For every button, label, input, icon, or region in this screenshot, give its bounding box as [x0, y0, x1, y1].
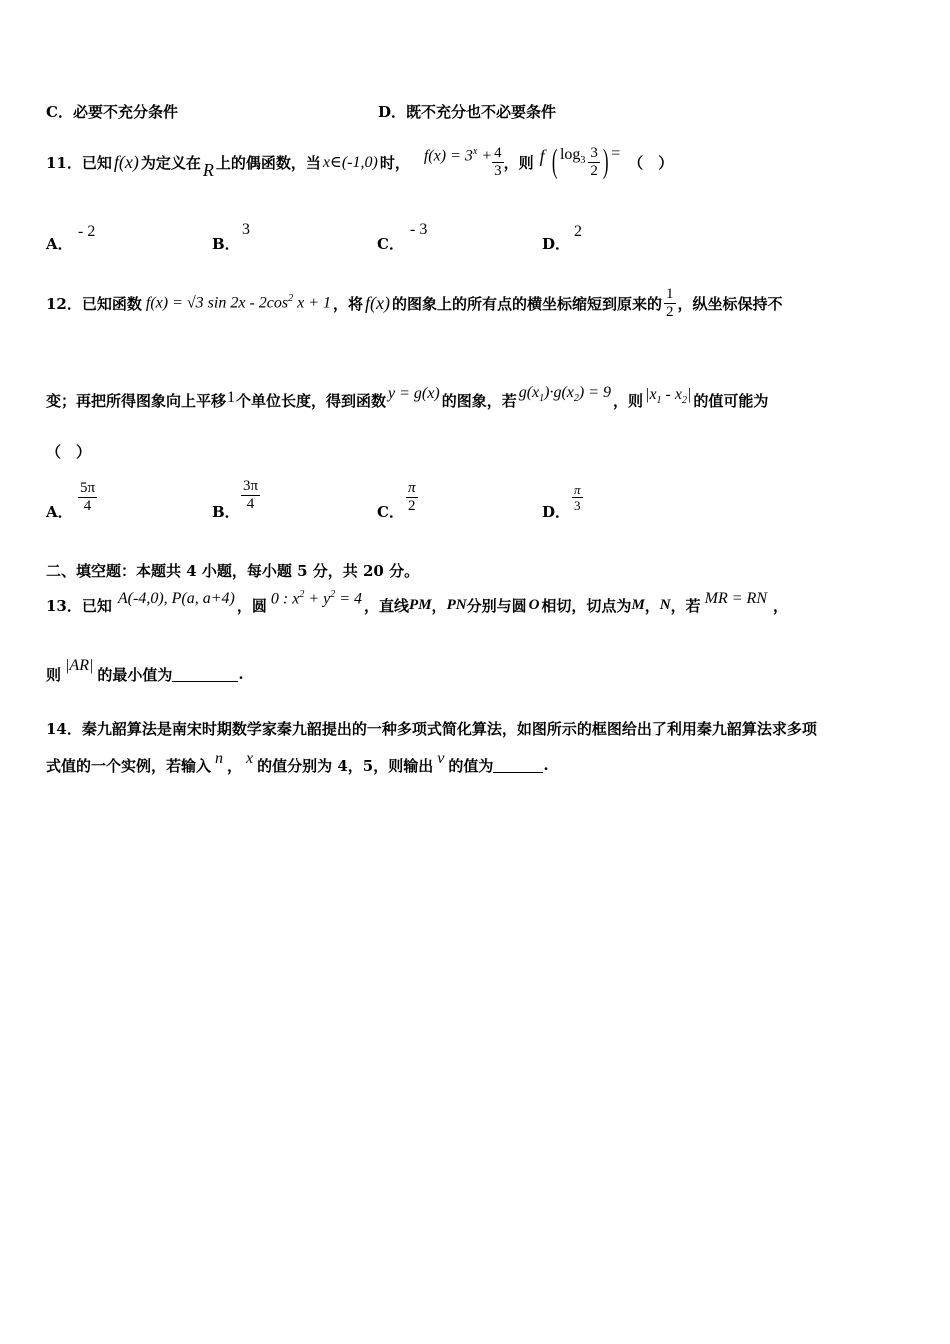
q11-ask-fraction	[588, 145, 600, 180]
q13-end: .	[238, 665, 244, 683]
q13-N: N	[659, 596, 671, 613]
q12-option-d-num: π	[574, 482, 581, 497]
q12-option-a-label: A．	[46, 503, 73, 521]
q12-fx: f(x)	[365, 292, 391, 313]
q11-text-5: ，则	[503, 153, 534, 172]
q11-option-c-value: - 3	[410, 221, 428, 238]
q12-option-d-label: D．	[542, 503, 571, 521]
q12-option-c-fraction	[406, 480, 418, 515]
q12-fdef-tail: x + 1	[293, 294, 332, 312]
q11-text-1: 已知	[81, 153, 112, 172]
q12-prod-b: )·g(x	[544, 383, 574, 401]
q13-text-5: 分别与圆	[466, 596, 527, 615]
q12-option-c-den: 2	[408, 498, 416, 514]
q14-x: x	[246, 750, 254, 767]
q11-def-lhs: f(x) = 3	[423, 147, 473, 165]
q11-def-plus: +	[481, 147, 493, 165]
q11-fx: f(x)	[113, 151, 139, 172]
q12-option-a-num: 5π	[80, 480, 96, 496]
q12-option-a-fraction	[78, 480, 97, 515]
q12-option-a-den: 4	[83, 498, 92, 514]
q13-O: O	[528, 596, 540, 613]
q12-abs	[645, 386, 691, 406]
q14-text-5: 的值为	[448, 756, 494, 775]
q12-option-b-fraction	[241, 478, 260, 513]
q14-n: n	[215, 750, 224, 767]
q12-product	[519, 384, 611, 404]
q12-abs-end: |	[686, 385, 692, 403]
question-12-line-1	[46, 280, 783, 326]
q12-option-d-den: 3	[574, 498, 581, 513]
q13-PM: PM	[409, 596, 432, 613]
q12-gy: y = g(x)	[388, 385, 440, 402]
question-12-line-2	[46, 380, 768, 420]
question-14-line-1	[46, 718, 817, 739]
q13-M: M	[631, 596, 645, 613]
q12-answer-paren: （ ）	[46, 443, 92, 461]
q13-text-1: 已知	[81, 596, 112, 615]
q14-number: 14．	[46, 720, 82, 738]
q13-text-7: ，	[644, 596, 660, 615]
q12-number: 12．	[46, 294, 82, 313]
q11-option-d-label: D．	[542, 235, 571, 253]
q13-text-4: ，	[431, 596, 447, 615]
q13-circle-sq1: 2	[299, 589, 305, 601]
q12-half-numerator: 1	[666, 285, 674, 302]
q11-log-text: log	[559, 145, 581, 163]
q13-circle-b: + y	[304, 590, 331, 608]
q13-text-9: ，	[773, 596, 789, 615]
q14-v: v	[437, 750, 445, 767]
q12-option-b-den: 4	[246, 496, 255, 512]
q12-option-c-num: π	[408, 480, 416, 496]
q11-ask-f: f	[539, 145, 545, 166]
q12-one: 1	[227, 389, 236, 406]
q12-text-5: 变；再把所得图象向上平移	[46, 391, 227, 410]
q11-R: R	[202, 159, 214, 180]
q12-fdef: f(x) = √3 sin 2x - 2cos	[145, 294, 289, 312]
q13-text-2: ，圆	[236, 596, 267, 615]
q12-prod-sub2: 2	[573, 393, 579, 405]
q11-def-fraction	[492, 145, 504, 180]
q13-circle-c: = 4	[335, 590, 363, 608]
q11-def-exponent: x	[472, 146, 478, 158]
q12-option-d-fraction	[572, 482, 583, 513]
q11-ask-denominator: 2	[590, 162, 598, 179]
q14-text-3: ，	[227, 756, 243, 775]
q13-circle	[271, 589, 362, 608]
section-2-heading: 二、填空题：本题共 4 小题，每小题 5 分，共 20 分。	[46, 562, 420, 580]
q11-log	[560, 146, 585, 166]
q11-option-a-label: A．	[46, 235, 73, 253]
q14-answer-blank[interactable]	[493, 758, 543, 773]
q10-option-d: D．既不充分也不必要条件	[378, 103, 557, 121]
q11-text-3: 上的偶函数，当	[215, 153, 321, 172]
q11-option-d-value: 2	[574, 223, 582, 240]
question-14-line-2	[46, 750, 549, 780]
q12-abs-a: |x	[645, 385, 657, 403]
q12-text-4: ，纵坐标保持不	[677, 294, 783, 313]
q13-text-6: 相切，切点为	[541, 596, 632, 615]
q12-abs-b: - x	[661, 385, 682, 403]
q12-text-8: ，则	[613, 391, 644, 410]
q12-abs-sub2: 2	[681, 395, 687, 407]
q12-half	[664, 286, 676, 321]
q11-log-base: 3	[580, 155, 586, 167]
q10-option-c: C．必要不充分条件	[46, 103, 178, 121]
q12-prod-c: ) = 9	[578, 383, 612, 401]
q12-text-2: ，将	[333, 294, 364, 313]
q12-option-b-label: B．	[212, 503, 240, 521]
q13-text-10: 则	[46, 665, 62, 684]
q12-option-b-num: 3π	[243, 478, 259, 494]
q11-option-a-value: - 2	[78, 223, 96, 240]
q12-function-def	[146, 293, 331, 312]
q11-left-paren: (	[551, 143, 558, 180]
q13-PN: PN	[446, 596, 467, 613]
q13-points: A(-4,0), P(a, a+4)	[117, 590, 235, 607]
q11-equals: =	[611, 145, 621, 162]
question-13-line-1	[46, 588, 788, 622]
q14-end: .	[543, 756, 549, 774]
q11-number: 11．	[46, 153, 82, 172]
q13-circle-sq2: 2	[330, 589, 336, 601]
q13-number: 13．	[46, 596, 82, 615]
q12-text-9: 的值可能为	[693, 391, 769, 410]
q11-definition	[424, 146, 492, 165]
q11-text-2: 为定义在	[140, 153, 201, 172]
q11-domain: x∈(-1,0)	[322, 154, 378, 171]
q13-text-8: ，若	[670, 596, 701, 615]
q11-answer-paren: （ ）	[628, 153, 674, 172]
q12-text-1: 已知函数	[81, 294, 142, 313]
q12-text-7: 的图象，若	[441, 391, 517, 410]
q12-cos-square: 2	[288, 293, 294, 305]
q13-text-11: 的最小值为	[97, 665, 173, 684]
q12-prod-sub1: 1	[539, 393, 545, 405]
q11-option-b-value: 3	[242, 221, 250, 238]
q12-abs-sub1: 1	[656, 395, 662, 407]
q13-answer-blank[interactable]	[172, 667, 238, 682]
q11-right-paren: )	[602, 143, 609, 180]
q11-def-denominator: 3	[494, 162, 502, 179]
question-13-line-2	[46, 656, 244, 692]
q12-text-3: 的图象上的所有点的横坐标缩短到原来的	[392, 294, 663, 313]
q14-text-1: 秦九韶算法是南宋时期数学家秦九韶提出的一种多项式简化算法，如图所示的框图给出了利用秦九韶算法求多项	[81, 720, 817, 738]
q12-option-c-label: C．	[377, 503, 404, 521]
q11-option-b-label: B．	[212, 235, 240, 253]
q11-text-4: 时，	[379, 153, 410, 172]
q14-text-4: 的值分别为 4，5，则输出	[257, 756, 434, 775]
q14-text-2: 式值的一个实例，若输入	[46, 756, 212, 775]
question-11	[46, 140, 673, 184]
q12-half-denominator: 2	[666, 303, 674, 320]
q11-def-numerator: 4	[494, 144, 502, 161]
q13-condition: MR = RN	[704, 590, 767, 607]
q13-text-3: ，直线	[364, 596, 410, 615]
q13-circle-a: 0 : x	[270, 590, 300, 608]
q12-text-6: 个单位长度，得到函数	[236, 391, 387, 410]
q11-option-c-label: C．	[377, 235, 404, 253]
q13-AR: |AR|	[65, 657, 94, 674]
q12-prod-a: g(x	[518, 383, 540, 401]
q11-ask-numerator: 3	[590, 144, 598, 161]
